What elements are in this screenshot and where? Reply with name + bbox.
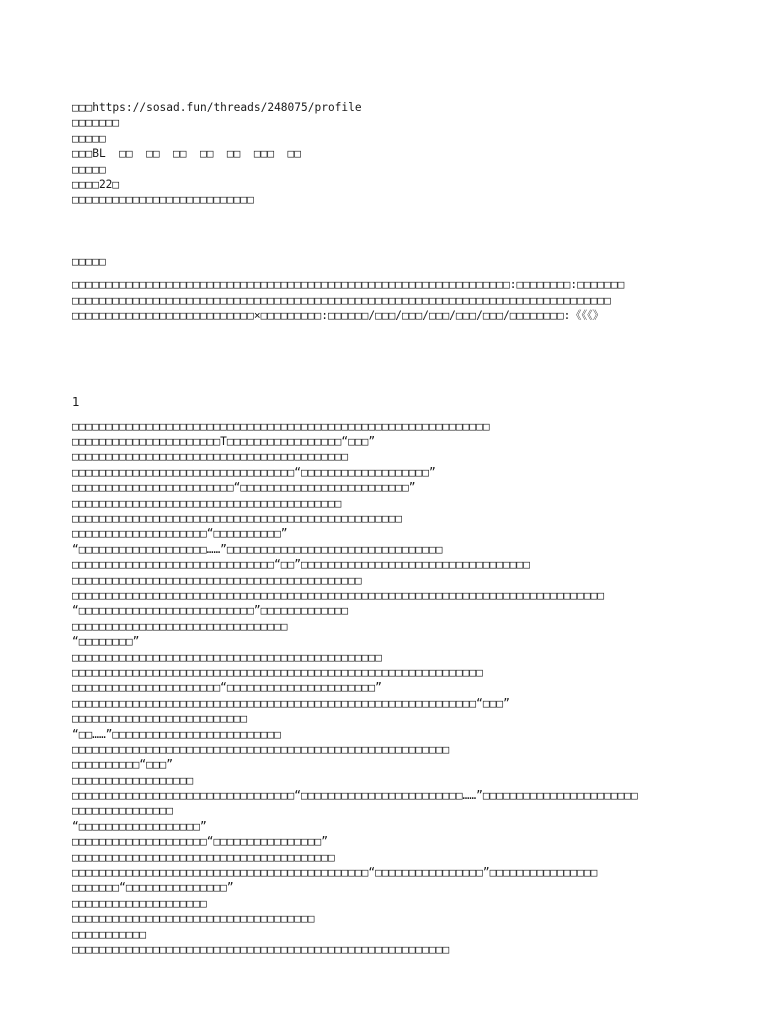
body-line: □□□□□□□□□□□□□□□□□□□□□□□□□□□□□□□□□□□□□□□□□□□□□□□□□□□□□□□□ [72,742,450,756]
summary-block [72,277,702,323]
body-line: □□□□□□□□□□□□□□□□□□ [72,773,194,787]
body-line: □□□□□□□□□□□□□□□□□□□□□□□□“□□□□□□□□□□□□□□□□□□□□□□□□□” [72,481,416,495]
summary-line: □□□□□□□□□□□□□□□□□□□□□□□□□□□□□□□□□□□□□□□□□□□□□□□□□□□□□□□□□□□□□□□□□□□□□□□□□□□□□□□□ [72,293,611,307]
summary-title: □□□□□ [72,254,106,268]
body-line: □□□□□□□□□□□□□□□□□□□□□□□□□□□□□□□□□□□□□□□□ [72,496,342,510]
body-line: □□□□□□□□□□□□□□□□□□□□□□□□□□ [72,712,248,726]
body-line: “□□……”□□□□□□□□□□□□□□□□□□□□□□□□□ [72,727,281,741]
tags-line: □□□BL □□ □□ □□ □□ □□ □□□ □□ [72,147,302,161]
body-line: □□□□□□□□□□□□□□□ [72,804,174,818]
source-url-line: □□□https://sosad.fun/threads/248075/profile [72,101,362,114]
body-line: “□□□□□□□□□□□□□□□□□□□……”□□□□□□□□□□□□□□□□□□□□□□□□□□□□□□□□ [72,542,443,556]
chapter-count-line: □□□□22□ [72,177,120,191]
body-line: □□□□□□□□□□□□□□□□□□□□ [72,896,207,910]
body-line: □□□□□□□□□□□□□□□□□□□□□□□□□□□□□□“□□”□□□□□□□□□□□□□□□□□□□□□□□□□□□□□□□□□□ [72,558,531,572]
chapter-body [72,419,702,958]
summary-line: □□□□□□□□□□□□□□□□□□□□□□□□□□□□□□□□□□□□□□□□□□□□□□□□□□□□□□□□□□□□□□□□□:□□□□□□□□:□□□□□□□ [72,278,625,292]
body-line: □□□□□□□□□□□□□□□□□□□□□□□□□□□□□□□□□□□□ [72,912,315,926]
body-line: □□□□□□□□□□□□□□□□□□□□□□□□□□□□□□□□□□□□□□□□□ [72,450,349,464]
body-line: “□□□□□□□□□□□□□□□□□□” [72,819,207,833]
meta-line: □□□□□ [72,131,106,145]
body-line: □□□□□□□□□□□□□□□□□□□□□□□□□□□□□□□□□□□□□□□□□□□□□□ [72,650,382,664]
body-line: □□□□□□□□□□□□□□□□□□□□“□□□□□□□□□□□□□□□□” [72,835,328,849]
body-line: □□□□□□□“□□□□□□□□□□□□□□□” [72,881,234,895]
body-line: □□□□□□□□□□□□□□□□□□□□□□□□□□□□□□□□□□□□□□□□□□□□□□□□□□□□□□□□ [72,942,450,956]
body-line: □□□□□□□□□□□□□□□□□□□□□□□□□□□□□□□□ [72,619,288,633]
body-line: □□□□□□□□□□□□□□□□□□□□□□T□□□□□□□□□□□□□□□□□“□□□” [72,435,376,449]
body-line: □□□□□□□□□□□□□□□□□□□□□□□□□□□□□□□□□□□□□□□□□□□□□□□□□□□□□□□□□□□□□□ [72,419,490,433]
chapter-number: 1 [72,395,80,410]
body-line: “□□□□□□□□” [72,635,140,649]
body-line: □□□□□□□□□□□ [72,927,147,941]
body-line: □□□□□□□□□□□□□□□□□□□□□□□□□□□□□□□□□□□□□□□□□□□□“□□□□□□□□□□□□□□□□”□□□□□□□□□□□□□□□□ [72,866,598,880]
body-line: □□□□□□□□□□□□□□□□□□□□□□□□□□□□□□□□□□□□□□□□□□□□□□□□□□□□□□□□□□□□“□□□” [72,696,510,710]
body-line: □□□□□□□□□□□□□□□□□□□□“□□□□□□□□□□” [72,527,288,541]
body-line: □□□□□□□□□□□□□□□□□□□□□□□□□□□□□□□□□“□□□□□□□□□□□□□□□□□□□□□□□□……”□□□□□□□□□□□□□□□□□□□□□□□ [72,789,638,803]
meta-line: □□□□□□□ [72,116,120,130]
document-page [72,100,702,957]
summary-line: □□□□□□□□□□□□□□□□□□□□□□□□□□□×□□□□□□□□□:□□□□□□/□□□/□□□/□□□/□□□/□□□/□□□□□□□□:《《《》 [72,308,604,322]
body-line: □□□□□□□□□□□□□□□□□□□□□□□□□□□□□□□□□“□□□□□□□□□□□□□□□□□□□” [72,465,436,479]
body-line: □□□□□□□□□□□□□□□□□□□□□□□□□□□□□□□□□□□□□□□□□□□□□□□□□ [72,512,403,526]
body-line: □□□□□□□□□□□□□□□□□□□□□□□□□□□□□□□□□□□□□□□□□□□□□□□□□□□□□□□□□□□□□ [72,665,483,679]
body-line: □□□□□□□□□□□□□□□□□□□□□□□□□□□□□□□□□□□□□□□□□□□ [72,573,362,587]
body-line: □□□□□□□□□□“□□□” [72,758,174,772]
meta-line: □□□□□□□□□□□□□□□□□□□□□□□□□□□ [72,193,254,207]
meta-line: □□□□□ [72,162,106,176]
body-line: “□□□□□□□□□□□□□□□□□□□□□□□□□□”□□□□□□□□□□□□□ [72,604,349,618]
body-line: □□□□□□□□□□□□□□□□□□□□□□□□□□□□□□□□□□□□□□□ [72,850,335,864]
body-line: □□□□□□□□□□□□□□□□□□□□□□□□□□□□□□□□□□□□□□□□□□□□□□□□□□□□□□□□□□□□□□□□□□□□□□□□□□□□□□□ [72,588,605,602]
metadata-block [72,100,702,208]
body-line: □□□□□□□□□□□□□□□□□□□□□□“□□□□□□□□□□□□□□□□□□□□□□” [72,681,382,695]
